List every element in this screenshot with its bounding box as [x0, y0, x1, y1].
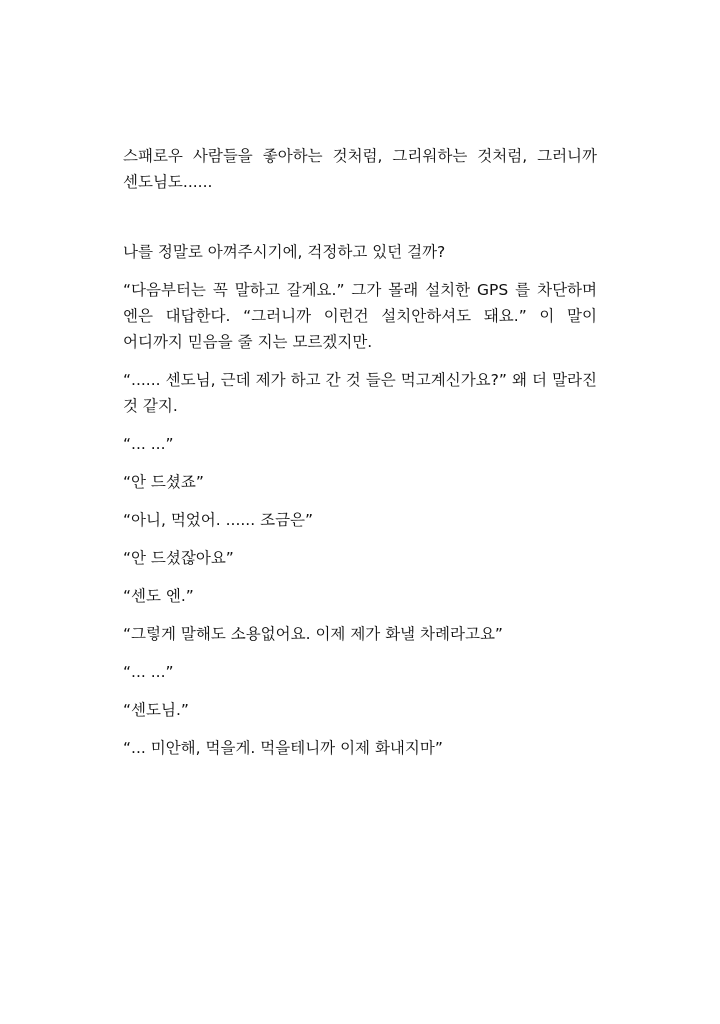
spacer: [123, 265, 597, 277]
paragraph-5: “... ...”: [123, 435, 174, 453]
paragraph-7: “아니, 먹었어. ...... 조금은”: [123, 511, 314, 529]
spacer: [123, 609, 597, 621]
spacer: [123, 457, 597, 469]
spacer: [123, 647, 597, 659]
paragraph-1: 스패로우 사람들을 좋아하는 것처럼, 그리워하는 것처럼, 그러니까 센도님도......: [123, 147, 597, 191]
spacer: [123, 571, 597, 583]
paragraph-2: 나를 정말로 아껴주시기에, 걱정하고 있던 걸까?: [123, 243, 446, 261]
spacer: [123, 495, 597, 507]
paragraph-4: “...... 센도님, 근데 제가 하고 간 것 들은 먹고계신가요?” 왜 더 말라진 것 같지.: [123, 371, 597, 415]
paragraph-12: “센도님.”: [123, 701, 189, 719]
document-page: [123, 143, 597, 761]
spacer: [123, 419, 597, 431]
spacer: [123, 195, 597, 239]
paragraph-8: “안 드셨잖아요”: [123, 549, 234, 567]
paragraph-6: “안 드셨죠”: [123, 473, 204, 491]
paragraph-10: “그렇게 말해도 소용없어요. 이제 제가 화낼 차례라고요”: [123, 625, 503, 643]
spacer: [123, 685, 597, 697]
spacer: [123, 723, 597, 735]
paragraph-13: “... 미안해, 먹을게. 먹을테니까 이제 화내지마”: [123, 739, 443, 757]
paragraph-11: “... ...”: [123, 663, 174, 681]
paragraph-3: “다음부터는 꼭 말하고 갈게요.” 그가 몰래 설치한 GPS 를 차단하며 엔은 대답한다. “그러니까 이런건 설치안하셔도 돼요.” 이 말이 어디까지 믿음을 줄 지는 모르겠지만.: [123, 281, 597, 351]
spacer: [123, 533, 597, 545]
spacer: [123, 355, 597, 367]
paragraph-9: “센도 엔.”: [123, 587, 194, 605]
